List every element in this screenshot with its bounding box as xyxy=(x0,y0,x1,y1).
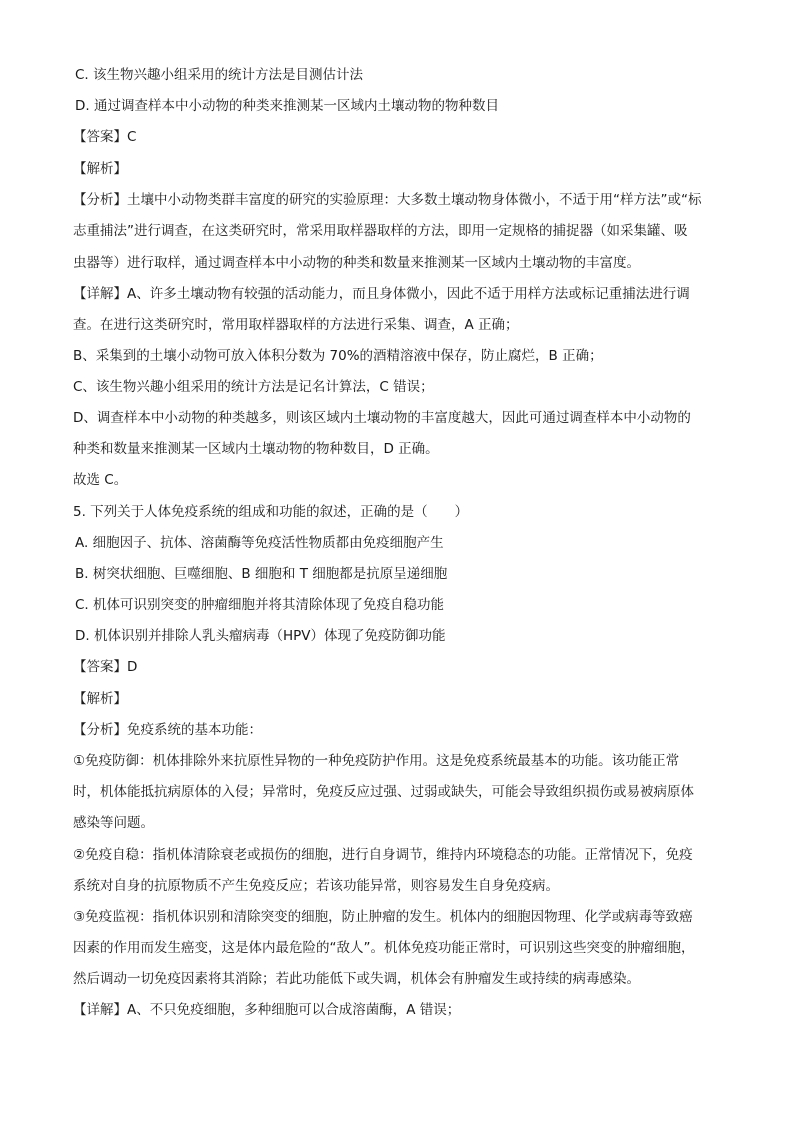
question-5-stem: 5. 下列关于人体免疫系统的组成和功能的叙述，正确的是（ ） xyxy=(73,504,469,520)
analysis-label: 【解析】 xyxy=(73,161,127,177)
analysis-label: 【解析】 xyxy=(73,691,127,707)
analysis-text: 志重捕法”进行调查，在这类研究时，常采用取样器取样的方法，即用一定规格的捕捉器（如采集罐、吸 xyxy=(73,223,688,239)
answer-label: 【答案】C xyxy=(73,129,137,145)
option-b: B. 树突状细胞、巨噬细胞、B 细胞和 T 细胞都是抗原呈递细胞 xyxy=(75,566,448,582)
analysis-text: 系统对自身的抗原物质不产生免疫反应；若该功能异常，则容易发生自身免疫病。 xyxy=(73,878,559,894)
detail-text: C、该生物兴趣小组采用的统计方法是记名计算法，C 错误； xyxy=(73,379,434,395)
analysis-text: 然后调动一切免疫因素将其消除；若此功能低下或失调，机体会有肿瘤发生或持续的病毒感染。 xyxy=(73,971,640,987)
analysis-text: ③免疫监视：指机体识别和清除突变的细胞，防止肿瘤的发生。机体内的细胞因物理、化学或病毒等致癌 xyxy=(73,909,693,925)
option-a: A. 细胞因子、抗体、溶菌酶等免疫活性物质都由免疫细胞产生 xyxy=(75,535,444,551)
detail-text: B、采集到的土壤小动物可放入体积分数为 70%的酒精溶液中保存，防止腐烂，B 正确； xyxy=(73,348,603,364)
answer-label: 【答案】D xyxy=(73,659,138,675)
option-c: C. 机体可识别突变的肿瘤细胞并将其清除体现了免疫自稳功能 xyxy=(75,597,445,613)
detail-text: D、调查样本中小动物的种类越多，则该区域内土壤动物的丰富度越大，因此可通过调查样本中小动物的 xyxy=(73,410,691,426)
analysis-text: 虫器等）进行取样，通过调查样本中小动物的种类和数量来推测某一区域内土壤动物的丰富度。 xyxy=(73,255,640,271)
detail-text: 【详解】A、许多土壤动物有较强的活动能力，而且身体微小，因此不适于用样方法或标记重捕法进行调 xyxy=(73,286,690,302)
option-d: D. 机体识别并排除人乳头瘤病毒（HPV）体现了免疫防御功能 xyxy=(75,628,446,644)
analysis-text: 感染等问题。 xyxy=(73,815,154,831)
analysis-text: ①免疫防御：机体排除外来抗原性异物的一种免疫防护作用。这是免疫系统最基本的功能。该功能正常 xyxy=(73,753,680,769)
option-c: C. 该生物兴趣小组采用的统计方法是目测估计法 xyxy=(75,67,364,83)
option-d: D. 通过调查样本中小动物的种类来推测某一区域内土壤动物的物种数目 xyxy=(75,98,499,114)
analysis-text: 因素的作用而发生癌变，这是体内最危险的“敌人”。机体免疫功能正常时，可识别这些突变的肿瘤细胞， xyxy=(73,940,695,956)
analysis-text: 【分析】土壤中小动物类群丰富度的研究的实验原理：大多数土壤动物身体微小，不适于用“样方法”或“标 xyxy=(73,192,702,208)
analysis-text: 【分析】免疫系统的基本功能： xyxy=(73,722,262,738)
detail-text: 查。在进行这类研究时，常用取样器取样的方法进行采集、调查，A 正确； xyxy=(73,317,519,333)
choice-conclusion: 故选 C。 xyxy=(73,472,128,488)
analysis-text: ②免疫自稳：指机体清除衰老或损伤的细胞，进行自身调节，维持内环境稳态的功能。正常情况下，免疫 xyxy=(73,847,693,863)
detail-text: 【详解】A、不只免疫细胞，多种细胞可以合成溶菌酶，A 错误； xyxy=(73,1002,461,1018)
analysis-text: 时，机体能抵抗病原体的入侵；异常时，免疫反应过强、过弱或缺失，可能会导致组织损伤或易被病原体 xyxy=(73,784,694,800)
detail-text: 种类和数量来推测某一区域内土壤动物的物种数目，D 正确。 xyxy=(73,441,439,457)
